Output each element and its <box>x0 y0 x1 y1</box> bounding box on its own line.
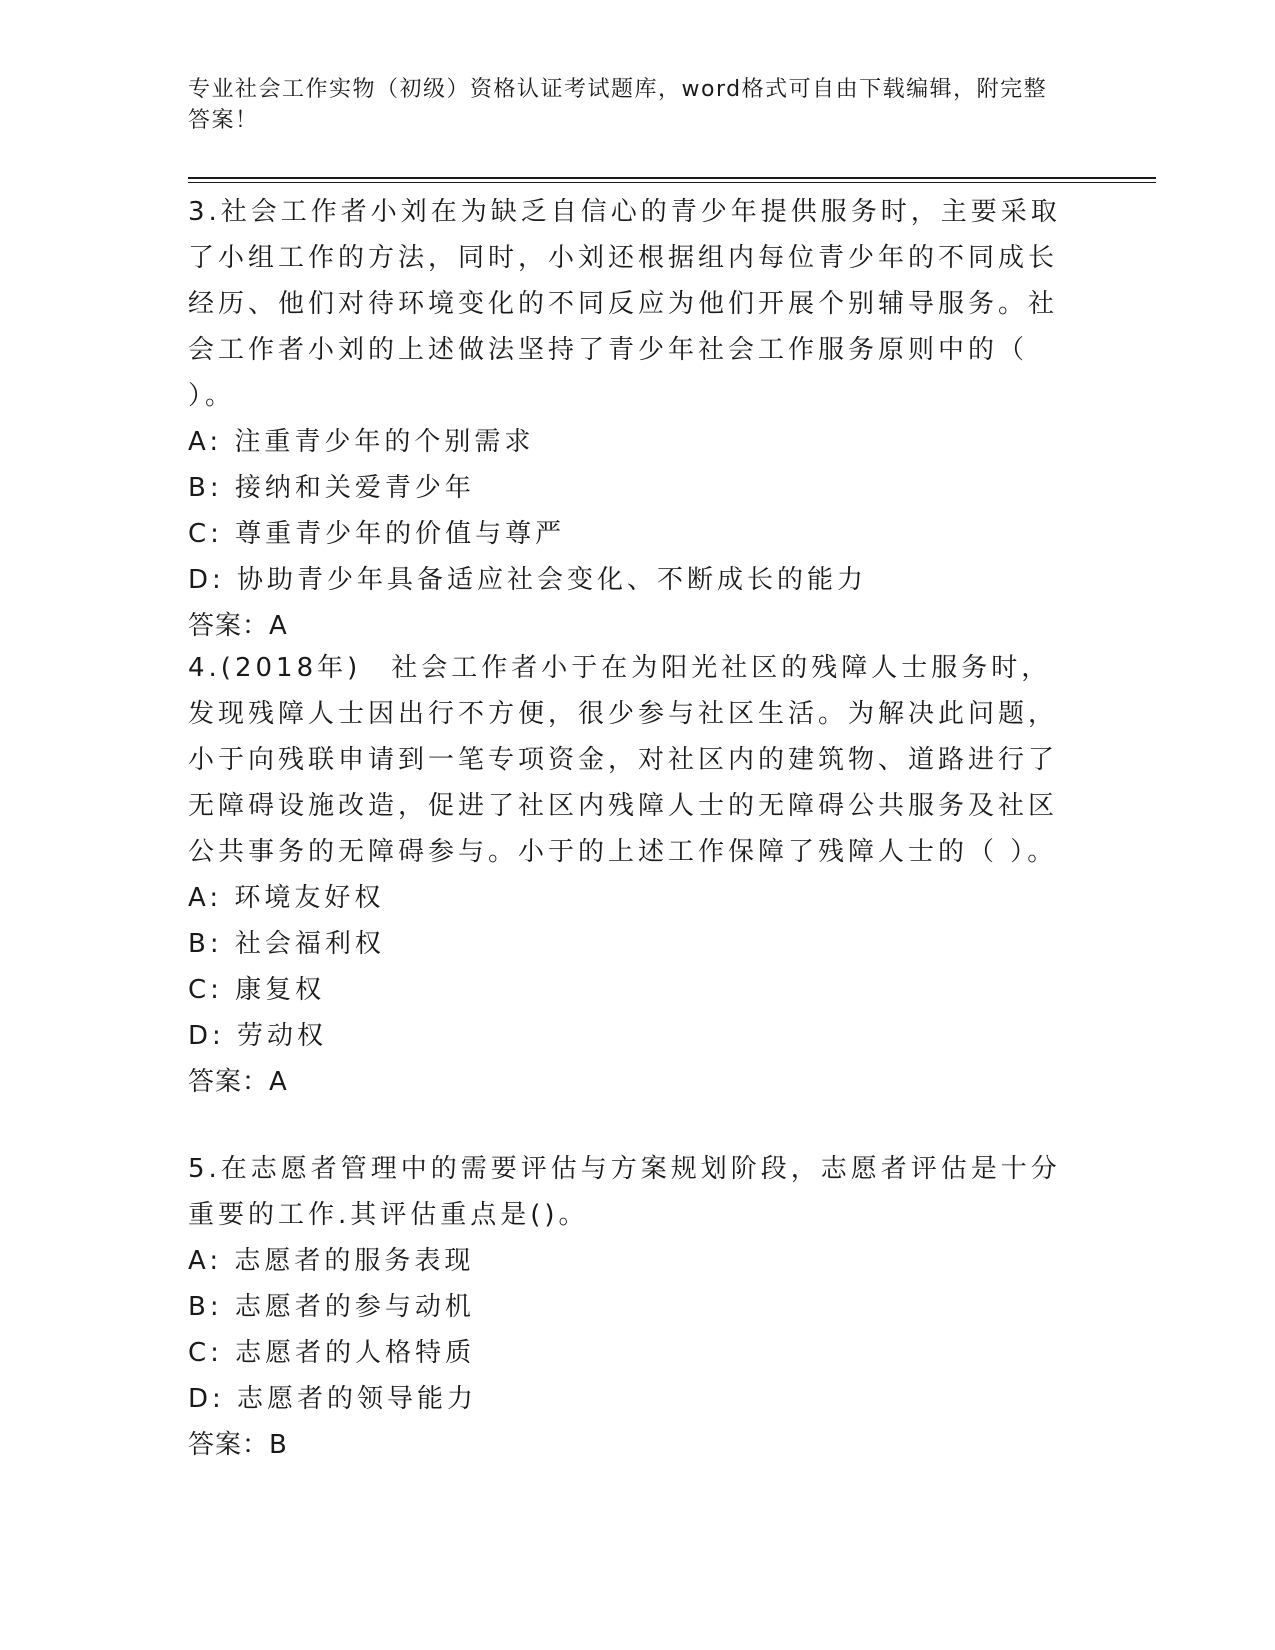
answer: 答案：A <box>188 611 288 641</box>
option-c: C: 志愿者的人格特质 <box>188 1338 476 1368</box>
header-divider-thick <box>188 177 1156 179</box>
question-4 <box>188 645 1068 1105</box>
option-b: B: 社会福利权 <box>188 929 385 959</box>
header-divider-thin <box>188 182 1156 183</box>
question-stem: 5.在志愿者管理中的需要评估与方案规划阶段，志愿者评估是十分重要的工作.其评估重点是()。 <box>188 1154 1061 1230</box>
option-a: A: 注重青少年的个别需求 <box>188 427 535 457</box>
answer: 答案：A <box>188 1067 288 1097</box>
option-b: B: 接纳和关爱青少年 <box>188 473 475 503</box>
option-d: D: 志愿者的领导能力 <box>188 1384 478 1414</box>
question-5 <box>188 1146 1068 1468</box>
option-c: C: 康复权 <box>188 975 326 1005</box>
document-header <box>188 74 1068 136</box>
question-3 <box>188 189 1068 649</box>
option-d: D: 协助青少年具备适应社会变化、不断成长的能力 <box>188 565 868 595</box>
question-stem: 4.(2018年) 社会工作者小于在为阳光社区的残障人士服务时，发现残障人士因出行不方便，很少参与社区生活。为解决此问题，小于向残联申请到一笔专项资金，对社区内的建筑物、道路进行了无障碍设施改造，促进了社区内残障人士的无障碍公共服务及社区公共事务的无障碍参与。小于的上述工作保障了残障人士的（ ）。 <box>188 653 1059 867</box>
option-c: C: 尊重青少年的价值与尊严 <box>188 519 566 549</box>
question-stem: 3.社会工作者小刘在为缺乏自信心的青少年提供服务时，主要采取了小组工作的方法，同时，小刘还根据组内每位青少年的不同成长经历、他们对待环境变化的不同反应为他们开展个别辅导服务。社会工作者小刘的上述做法坚持了青少年社会工作服务原则中的（ ）。 <box>188 197 1061 411</box>
option-b: B: 志愿者的参与动机 <box>188 1292 475 1322</box>
option-a: A: 环境友好权 <box>188 883 385 913</box>
option-a: A: 志愿者的服务表现 <box>188 1246 475 1276</box>
header-text: 专业社会工作实物（初级）资格认证考试题库，word格式可自由下载编辑，附完整答案！ <box>188 77 1048 133</box>
option-d: D: 劳动权 <box>188 1021 328 1051</box>
answer: 答案：B <box>188 1430 288 1460</box>
